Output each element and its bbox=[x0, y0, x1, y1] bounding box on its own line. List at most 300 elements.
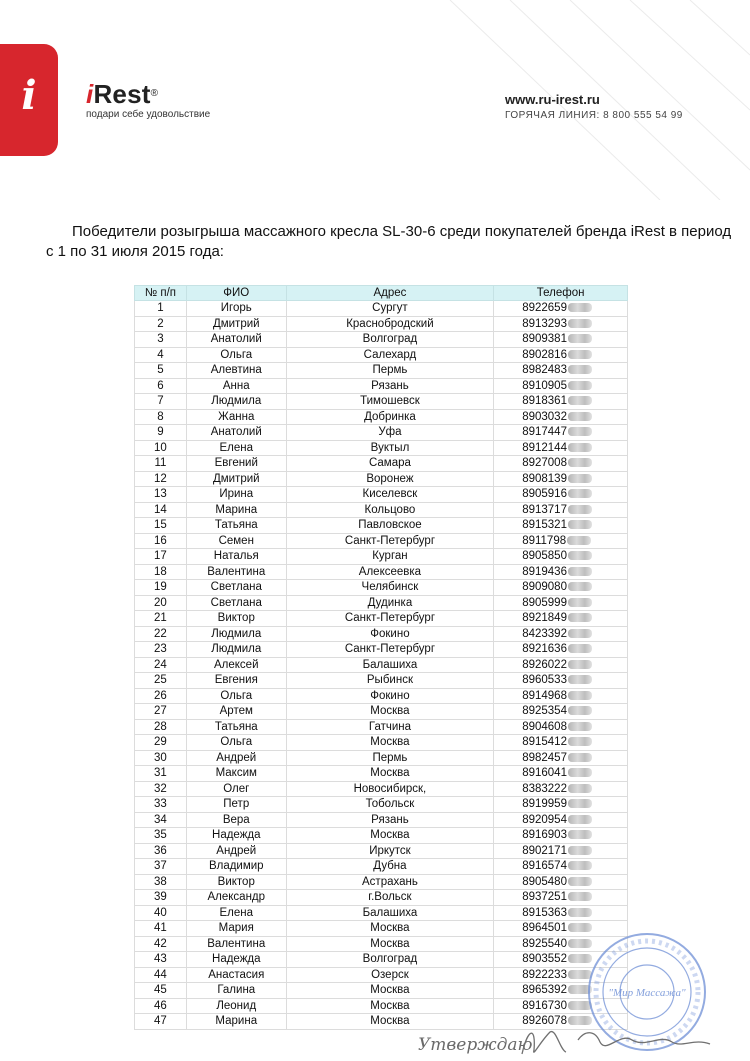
row-number bbox=[135, 719, 187, 735]
row-number bbox=[135, 394, 187, 410]
row-address bbox=[286, 673, 494, 689]
row-number-text: 40 bbox=[154, 906, 167, 919]
row-number bbox=[135, 890, 187, 906]
redacted-digits bbox=[568, 675, 592, 684]
row-phone-text: 8903552 bbox=[522, 953, 567, 966]
row-name bbox=[186, 332, 286, 348]
brand-rest: Rest bbox=[93, 79, 151, 109]
row-number-text: 10 bbox=[154, 441, 167, 454]
row-phone-text: 8902816 bbox=[522, 348, 567, 361]
table-row bbox=[135, 518, 628, 534]
redacted-digits bbox=[568, 489, 592, 498]
row-name-text: Жанна bbox=[218, 410, 255, 423]
table-row bbox=[135, 533, 628, 549]
redacted-digits bbox=[568, 412, 592, 421]
row-name-text: Ольга bbox=[220, 736, 253, 749]
row-address-text: Самара bbox=[368, 457, 411, 470]
row-name-text: Людмила bbox=[211, 395, 262, 408]
table-row bbox=[135, 409, 628, 425]
redacted-digits bbox=[568, 768, 592, 777]
row-address-text: Фокино bbox=[370, 689, 410, 702]
row-phone-text: 8919436 bbox=[522, 565, 567, 578]
row-phone bbox=[494, 766, 628, 782]
row-address-text: Гатчина bbox=[368, 720, 412, 733]
table-row bbox=[135, 967, 628, 983]
row-number-text: 30 bbox=[154, 751, 167, 764]
redacted-digits bbox=[568, 505, 592, 514]
table-row bbox=[135, 735, 628, 751]
row-address bbox=[286, 766, 494, 782]
row-name bbox=[186, 425, 286, 441]
intro-paragraph: Победители розыгрыша массажного кресла SL-30-6 среди покупателей бренда iRest в период с 1 по 31 июля 2015 года: bbox=[46, 223, 732, 260]
row-name bbox=[186, 533, 286, 549]
row-address bbox=[286, 487, 494, 503]
row-phone bbox=[494, 781, 628, 797]
row-number-text: 4 bbox=[157, 348, 164, 361]
redacted-digits bbox=[568, 753, 592, 762]
row-address-text: Санкт-Петербург bbox=[344, 612, 436, 625]
table-row bbox=[135, 642, 628, 658]
row-number bbox=[135, 812, 187, 828]
row-number bbox=[135, 673, 187, 689]
row-number bbox=[135, 828, 187, 844]
row-address-text: Москва bbox=[370, 705, 410, 718]
row-address-text: Балашиха bbox=[362, 658, 418, 671]
row-phone-text: 8925354 bbox=[522, 705, 567, 718]
table-row bbox=[135, 549, 628, 565]
row-address bbox=[286, 533, 494, 549]
row-name-text: Андрей bbox=[216, 844, 257, 857]
row-name bbox=[186, 859, 286, 875]
row-address bbox=[286, 874, 494, 890]
row-name bbox=[186, 812, 286, 828]
brand-block bbox=[86, 80, 210, 120]
row-name bbox=[186, 890, 286, 906]
table-row bbox=[135, 502, 628, 518]
row-name bbox=[186, 905, 286, 921]
row-address bbox=[286, 781, 494, 797]
row-address bbox=[286, 642, 494, 658]
row-address bbox=[286, 890, 494, 906]
row-name-text: Людмила bbox=[211, 643, 262, 656]
row-phone-text: 8915321 bbox=[522, 519, 567, 532]
row-number-text: 34 bbox=[154, 813, 167, 826]
row-address bbox=[286, 936, 494, 952]
redacted-digits bbox=[568, 784, 592, 793]
row-phone-text: 8922659 bbox=[522, 302, 567, 315]
redacted-digits bbox=[568, 722, 592, 731]
row-name-text: Марина bbox=[215, 1015, 258, 1028]
brand-accent: i bbox=[86, 79, 94, 109]
row-address bbox=[286, 425, 494, 441]
row-address bbox=[286, 564, 494, 580]
row-name-text: Максим bbox=[215, 767, 257, 780]
redacted-digits bbox=[568, 830, 592, 839]
row-phone bbox=[494, 378, 628, 394]
row-address-text: Москва bbox=[370, 767, 410, 780]
row-number bbox=[135, 642, 187, 658]
table-body bbox=[135, 301, 628, 1030]
row-phone bbox=[494, 859, 628, 875]
row-number-text: 18 bbox=[154, 565, 167, 578]
row-phone-text: 8905999 bbox=[522, 596, 567, 609]
row-address-text: Уфа bbox=[378, 426, 402, 439]
row-number-text: 7 bbox=[157, 395, 164, 408]
table-row bbox=[135, 719, 628, 735]
row-address-text: Кольцово bbox=[364, 503, 416, 516]
row-name-text: Леонид bbox=[216, 999, 257, 1012]
row-number bbox=[135, 983, 187, 999]
table-row bbox=[135, 704, 628, 720]
row-number-text: 23 bbox=[154, 643, 167, 656]
row-address bbox=[286, 301, 494, 317]
registered-mark: ® bbox=[150, 88, 159, 99]
table-row bbox=[135, 905, 628, 921]
row-address bbox=[286, 502, 494, 518]
row-number bbox=[135, 750, 187, 766]
row-name-text: Ольга bbox=[220, 348, 253, 361]
row-number bbox=[135, 533, 187, 549]
row-phone-text: 8917447 bbox=[522, 426, 567, 439]
row-phone-text: 8965392 bbox=[522, 984, 567, 997]
redacted-digits bbox=[568, 567, 592, 576]
column-header-phone: Телефон bbox=[494, 286, 628, 301]
redacted-digits bbox=[568, 892, 592, 901]
row-address bbox=[286, 471, 494, 487]
row-phone bbox=[494, 673, 628, 689]
row-number bbox=[135, 874, 187, 890]
row-number bbox=[135, 735, 187, 751]
table-row bbox=[135, 983, 628, 999]
row-phone-text: 8423392 bbox=[522, 627, 567, 640]
row-name-text: Дмитрий bbox=[212, 472, 260, 485]
row-address-text: Тимошевск bbox=[360, 395, 420, 408]
row-name bbox=[186, 580, 286, 596]
row-address-text: Курган bbox=[372, 550, 408, 563]
row-number-text: 17 bbox=[154, 550, 167, 563]
row-number bbox=[135, 1014, 187, 1030]
row-address-text: Санкт-Петербург bbox=[344, 534, 436, 547]
table-header-row bbox=[135, 286, 628, 301]
row-address bbox=[286, 998, 494, 1014]
row-name bbox=[186, 1014, 286, 1030]
row-phone-text: 8926022 bbox=[522, 658, 567, 671]
redacted-digits bbox=[568, 815, 592, 824]
row-phone bbox=[494, 719, 628, 735]
redacted-digits bbox=[568, 861, 592, 870]
logo-badge bbox=[0, 44, 58, 156]
row-number-text: 38 bbox=[154, 875, 167, 888]
row-name-text: Игорь bbox=[220, 302, 252, 315]
row-phone bbox=[494, 316, 628, 332]
row-name bbox=[186, 750, 286, 766]
column-header-number: № п/п bbox=[135, 286, 187, 301]
table-row bbox=[135, 440, 628, 456]
row-address-text: Пермь bbox=[372, 364, 408, 377]
row-phone bbox=[494, 828, 628, 844]
table-row bbox=[135, 487, 628, 503]
table-row bbox=[135, 301, 628, 317]
row-number bbox=[135, 657, 187, 673]
row-address bbox=[286, 394, 494, 410]
row-phone-text: 8920954 bbox=[522, 813, 567, 826]
row-address bbox=[286, 719, 494, 735]
row-address-text: Москва bbox=[370, 999, 410, 1012]
row-phone bbox=[494, 595, 628, 611]
row-name bbox=[186, 487, 286, 503]
row-number bbox=[135, 425, 187, 441]
row-address bbox=[286, 595, 494, 611]
approval-handwriting: Утверждаю bbox=[418, 1035, 533, 1055]
row-address-text: Алексеевка bbox=[358, 565, 422, 578]
row-address bbox=[286, 983, 494, 999]
redacted-digits bbox=[568, 846, 592, 855]
redacted-digits bbox=[568, 458, 592, 467]
row-number-text: 45 bbox=[154, 984, 167, 997]
redacted-digits bbox=[568, 691, 592, 700]
table-row bbox=[135, 564, 628, 580]
row-address bbox=[286, 347, 494, 363]
redacted-digits bbox=[568, 629, 592, 638]
redacted-digits bbox=[567, 536, 591, 545]
row-address-text: Тобольск bbox=[365, 798, 415, 811]
row-address bbox=[286, 921, 494, 937]
redacted-digits bbox=[568, 877, 592, 886]
row-number bbox=[135, 595, 187, 611]
redacted-digits bbox=[568, 799, 592, 808]
row-phone bbox=[494, 363, 628, 379]
row-address bbox=[286, 812, 494, 828]
row-number-text: 8 bbox=[157, 410, 164, 423]
row-name-text: Валентина bbox=[207, 937, 266, 950]
row-number bbox=[135, 316, 187, 332]
row-name bbox=[186, 301, 286, 317]
row-number-text: 3 bbox=[157, 333, 164, 346]
row-number bbox=[135, 487, 187, 503]
row-number bbox=[135, 859, 187, 875]
row-name-text: Марина bbox=[215, 503, 258, 516]
row-name bbox=[186, 704, 286, 720]
row-address-text: Москва bbox=[370, 1015, 410, 1028]
row-address bbox=[286, 688, 494, 704]
row-name bbox=[186, 626, 286, 642]
row-phone bbox=[494, 874, 628, 890]
redacted-digits bbox=[568, 582, 592, 591]
row-address bbox=[286, 409, 494, 425]
row-number-text: 6 bbox=[157, 379, 164, 392]
row-name bbox=[186, 394, 286, 410]
row-name-text: Артем bbox=[219, 705, 253, 718]
row-number-text: 11 bbox=[154, 457, 167, 470]
row-number-text: 12 bbox=[154, 472, 167, 485]
row-address-text: Дубна bbox=[373, 860, 407, 873]
stamp-center-text: "Мир Массажа" bbox=[608, 987, 686, 999]
row-address-text: Дудинка bbox=[367, 596, 413, 609]
row-number-text: 43 bbox=[154, 953, 167, 966]
table-row bbox=[135, 456, 628, 472]
row-number-text: 46 bbox=[154, 999, 167, 1012]
table-row bbox=[135, 797, 628, 813]
row-address-text: Рязань bbox=[371, 813, 409, 826]
redacted-digits bbox=[568, 644, 592, 653]
row-number bbox=[135, 471, 187, 487]
row-phone bbox=[494, 843, 628, 859]
row-number bbox=[135, 952, 187, 968]
row-phone bbox=[494, 518, 628, 534]
row-number bbox=[135, 378, 187, 394]
row-phone-text: 8913717 bbox=[522, 503, 567, 516]
row-name-text: Светлана bbox=[210, 581, 262, 594]
row-phone bbox=[494, 905, 628, 921]
row-number-text: 19 bbox=[154, 581, 167, 594]
row-phone-text: 8905850 bbox=[522, 550, 567, 563]
row-name bbox=[186, 921, 286, 937]
row-address-text: Иркутск bbox=[369, 844, 411, 857]
row-name bbox=[186, 998, 286, 1014]
row-address-text: Сургут bbox=[372, 302, 408, 315]
row-number bbox=[135, 905, 187, 921]
website-link[interactable]: www.ru-irest.ru bbox=[505, 92, 600, 107]
row-name-text: Виктор bbox=[217, 875, 255, 888]
row-name-text: Алевтина bbox=[210, 364, 262, 377]
row-name-text: Анастасия bbox=[208, 968, 265, 981]
table-row bbox=[135, 843, 628, 859]
row-name-text: Людмила bbox=[211, 627, 262, 640]
row-address-text: Воронеж bbox=[366, 472, 414, 485]
row-address-text: Озерск bbox=[371, 968, 409, 981]
row-name bbox=[186, 378, 286, 394]
row-phone-text: 8921636 bbox=[522, 643, 567, 656]
row-number bbox=[135, 502, 187, 518]
row-phone bbox=[494, 471, 628, 487]
row-name-text: Светлана bbox=[210, 596, 262, 609]
row-phone bbox=[494, 394, 628, 410]
row-phone bbox=[494, 409, 628, 425]
row-number-text: 14 bbox=[154, 503, 167, 516]
row-address bbox=[286, 626, 494, 642]
row-name bbox=[186, 983, 286, 999]
row-name bbox=[186, 828, 286, 844]
row-number-text: 5 bbox=[157, 364, 164, 377]
row-number bbox=[135, 363, 187, 379]
row-address-text: Киселевск bbox=[362, 488, 418, 501]
row-phone-text: 8909381 bbox=[522, 333, 567, 346]
row-phone bbox=[494, 890, 628, 906]
row-phone bbox=[494, 332, 628, 348]
row-name-text: Надежда bbox=[212, 829, 261, 842]
row-address-text: Павловское bbox=[358, 519, 422, 532]
row-address bbox=[286, 363, 494, 379]
row-phone-text: 8908139 bbox=[522, 472, 567, 485]
table-row bbox=[135, 657, 628, 673]
row-name-text: Петр bbox=[223, 798, 250, 811]
row-number-text: 47 bbox=[154, 1015, 167, 1028]
row-name bbox=[186, 642, 286, 658]
row-name-text: Евгений bbox=[214, 457, 258, 470]
redacted-digits bbox=[568, 706, 592, 715]
row-phone-text: 8937251 bbox=[522, 891, 567, 904]
table-row bbox=[135, 998, 628, 1014]
row-address bbox=[286, 456, 494, 472]
row-name bbox=[186, 347, 286, 363]
table-row bbox=[135, 921, 628, 937]
row-name bbox=[186, 673, 286, 689]
row-name bbox=[186, 316, 286, 332]
row-address-text: Волгоград bbox=[362, 333, 418, 346]
row-address bbox=[286, 952, 494, 968]
row-phone-text: 8383222 bbox=[522, 782, 567, 795]
redacted-digits bbox=[568, 427, 592, 436]
row-address bbox=[286, 967, 494, 983]
row-number-text: 37 bbox=[154, 860, 167, 873]
row-number-text: 35 bbox=[154, 829, 167, 842]
row-name bbox=[186, 549, 286, 565]
row-phone bbox=[494, 611, 628, 627]
row-name-text: Мария bbox=[218, 922, 254, 935]
row-number-text: 42 bbox=[154, 937, 167, 950]
row-name-text: Ольга bbox=[220, 689, 253, 702]
row-phone-text: 8916730 bbox=[522, 999, 567, 1012]
table-row bbox=[135, 332, 628, 348]
row-name bbox=[186, 766, 286, 782]
row-name-text: Елена bbox=[219, 441, 254, 454]
row-number bbox=[135, 967, 187, 983]
redacted-digits bbox=[568, 381, 592, 390]
table-row bbox=[135, 611, 628, 627]
row-phone-text: 8913293 bbox=[522, 317, 567, 330]
redacted-digits bbox=[568, 660, 592, 669]
row-number-text: 16 bbox=[154, 534, 167, 547]
table-row bbox=[135, 828, 628, 844]
row-name-text: Анатолий bbox=[210, 426, 262, 439]
row-number bbox=[135, 332, 187, 348]
row-name bbox=[186, 611, 286, 627]
row-address bbox=[286, 611, 494, 627]
row-number-text: 33 bbox=[154, 798, 167, 811]
row-name-text: Анна bbox=[222, 379, 250, 392]
row-name bbox=[186, 952, 286, 968]
row-name-text: Татьяна bbox=[214, 720, 258, 733]
row-name-text: Александр bbox=[207, 891, 266, 904]
table-row bbox=[135, 378, 628, 394]
row-name-text: Андрей bbox=[216, 751, 257, 764]
row-number-text: 44 bbox=[154, 968, 167, 981]
row-phone-text: 8910905 bbox=[522, 379, 567, 392]
row-name bbox=[186, 657, 286, 673]
row-phone-text: 8915363 bbox=[522, 906, 567, 919]
row-number-text: 1 bbox=[157, 302, 164, 315]
row-number bbox=[135, 440, 187, 456]
redacted-digits bbox=[568, 551, 592, 560]
table-row bbox=[135, 859, 628, 875]
row-name-text: Евгения bbox=[214, 674, 258, 687]
row-phone bbox=[494, 440, 628, 456]
row-address-text: Пермь bbox=[372, 751, 408, 764]
row-name bbox=[186, 595, 286, 611]
row-address-text: Челябинск bbox=[361, 581, 419, 594]
row-number bbox=[135, 518, 187, 534]
row-number-text: 13 bbox=[154, 488, 167, 501]
row-phone bbox=[494, 642, 628, 658]
row-name-text: Елена bbox=[219, 906, 254, 919]
brand-tagline: подари себе удовольствие bbox=[86, 109, 211, 120]
table-row bbox=[135, 673, 628, 689]
row-number-text: 20 bbox=[154, 596, 167, 609]
row-phone-text: 8922233 bbox=[522, 968, 567, 981]
row-address-text: Санкт-Петербург bbox=[344, 643, 436, 656]
row-phone-text: 8914968 bbox=[522, 689, 567, 702]
table-row bbox=[135, 766, 628, 782]
